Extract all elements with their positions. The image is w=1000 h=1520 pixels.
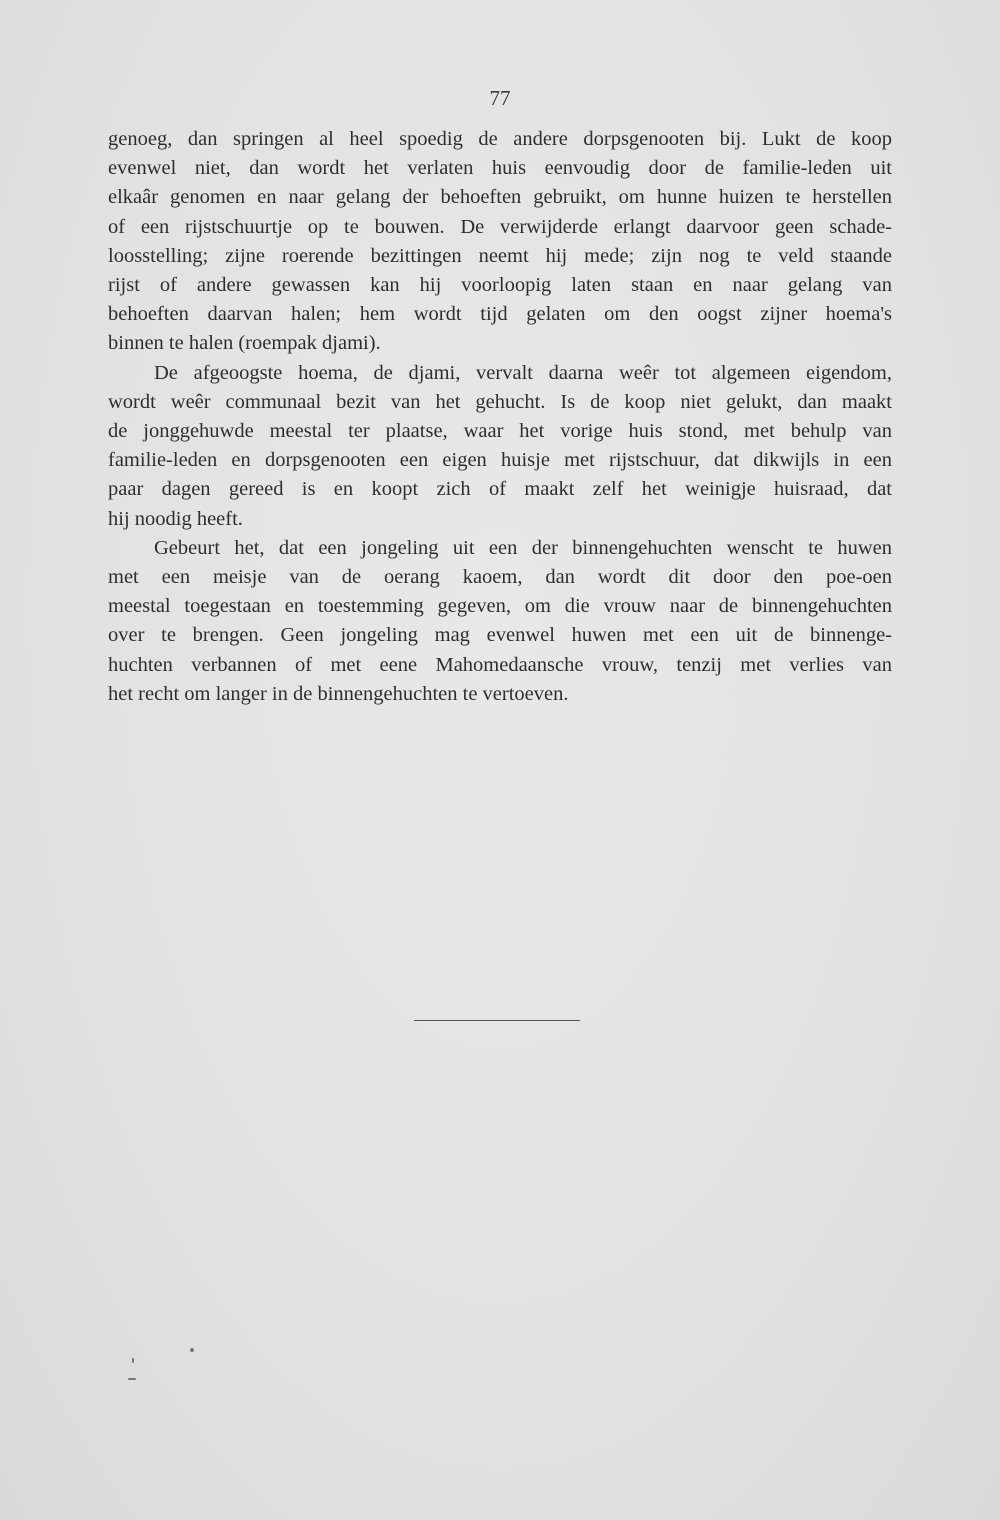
text-line: rijst of andere gewassen kan hij voorloopig laten staan en naar gelang van [108,274,892,297]
text-line: de jonggehuwde meestal ter plaatse, waar het vorige huis stond, met behulp van [108,420,892,443]
paragraph-2 [108,359,892,534]
text-line: Gebeurt het, dat een jongeling uit een der binnengehuchten wenscht te huwen [154,536,892,559]
text-line: meestal toegestaan en toestemming gegeven, om die vrouw naar de binnengehuchten [108,595,892,618]
text-line: evenwel niet, dan wordt het verlaten huis eenvoudig door de familie-leden uit [108,157,892,180]
text-line: het recht om langer in de binnengehuchten te vertoeven. [108,682,569,705]
paper-speck [128,1378,136,1380]
end-rule [414,1020,580,1021]
text-line: paar dagen gereed is en koopt zich of maakt zelf het weinigje huisraad, dat [108,478,892,501]
text-line: De afgeoogste hoema, de djami, vervalt daarna weêr tot algemeen eigendom, [154,361,892,384]
paper-speck [132,1358,134,1363]
text-line: genoeg, dan springen al heel spoedig de andere dorpsgenooten bij. Lukt de koop [108,128,892,150]
text-line: huchten verbannen of met eene Mahomedaansche vrouw, tenzij met verlies van [108,653,892,676]
text-line: met een meisje van de oerang kaoem, dan wordt dit door den poe-oen [108,566,892,589]
paragraph-3 [108,534,892,709]
paragraph-1 [108,125,892,359]
text-line: behoeften daarvan halen; hem wordt tijd gelaten om den oogst zijner hoema's [108,303,892,326]
text-line: elkaâr genomen en naar gelang der behoeften gebruikt, om hunne huizen te herstellen [108,186,892,209]
text-line: over te brengen. Geen jongeling mag evenwel huwen met een uit de binnenge- [108,624,892,647]
body-text [108,125,892,709]
text-line: familie-leden en dorpsgenooten een eigen huisje met rijstschuur, dat dikwijls in een [108,449,892,472]
text-line: wordt weêr communaal bezit van het gehucht. Is de koop niet gelukt, dan maakt [108,390,892,413]
page-number: 77 [489,86,511,110]
text-line: hij noodig heeft. [108,507,243,530]
paper-speck [190,1348,194,1352]
text-line: loosstelling; zijne roerende bezittingen neemt hij mede; zijn nog te veld staande [108,244,892,267]
text-line: binnen te halen (roempak djami). [108,332,381,355]
text-line: of een rijstschuurtje op te bouwen. De verwijderde erlangt daarvoor geen schade- [108,215,892,238]
